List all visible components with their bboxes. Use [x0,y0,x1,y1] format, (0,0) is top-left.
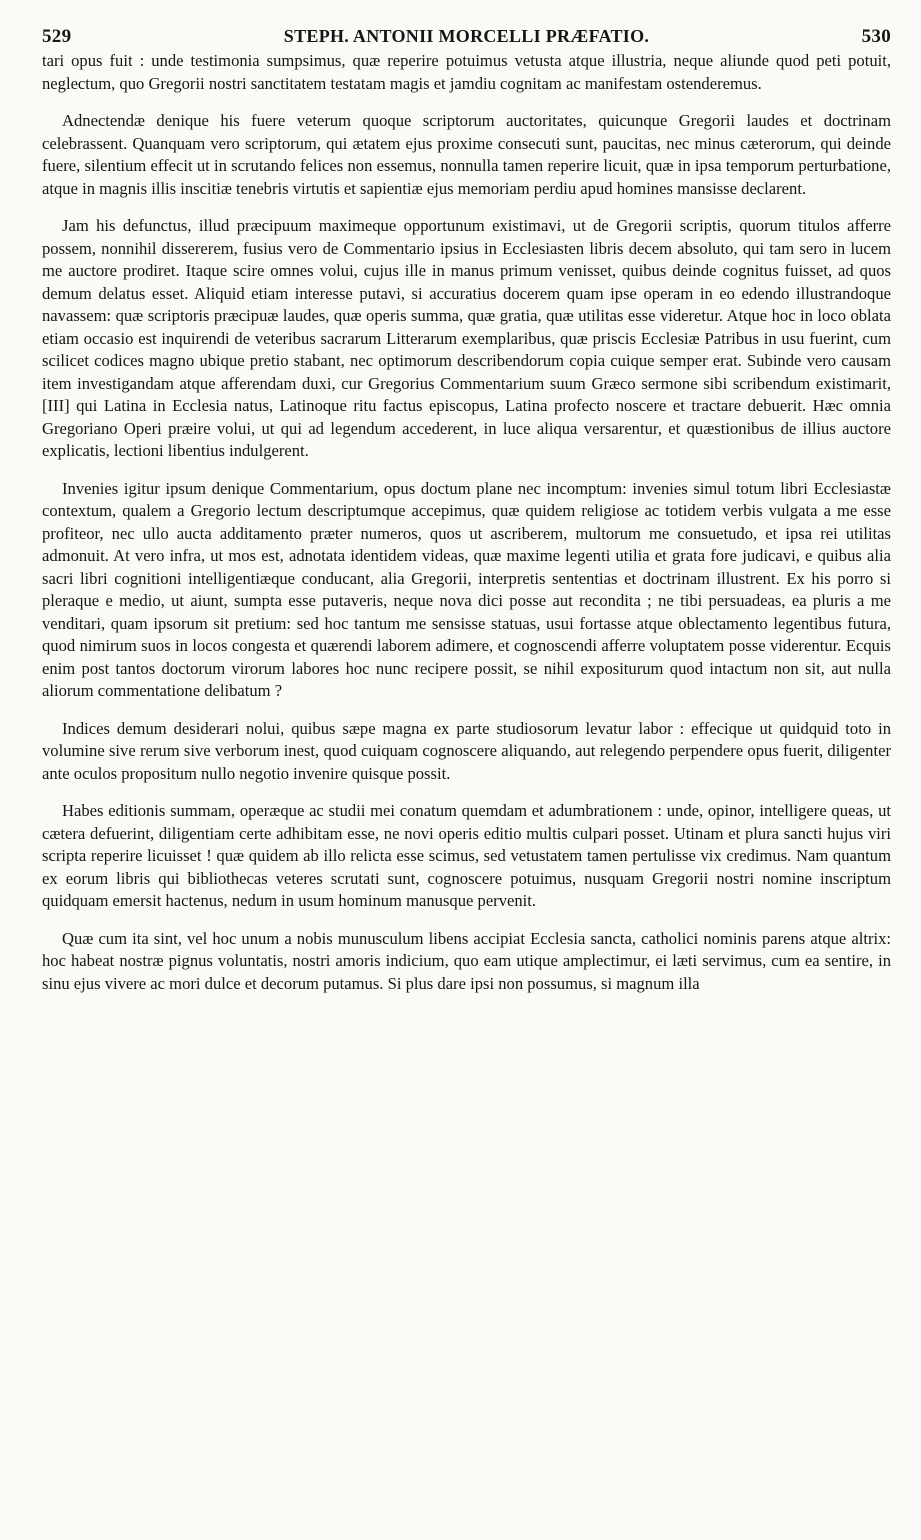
paragraph-4: Invenies igitur ipsum denique Commentarium, opus doctum plane nec incomptum: invenies simul totum libri Ecclesiastæ contextum, qualem a Gregorio lectum descriptumque accepimus, quæ quidem religiose ac totidem verbis vulgata a me esse profiteor, nec ullo aucta additamento præter numeros, quos ut ascriberem, multorum me consuetudo, et ipsa rei utilitas admonuit. At vero infra, ut mos est, adnotata identidem videas, quæ maxime legenti utilia et grata fore judicavi, e quibus alia sacri libri cognitioni intelligentiæque conducant, alia Gregorii, interpretis sententias et doctrinam illustrent. Ex his porro si pleraque e medio, ut aiunt, sumpta esse putaveris, neque nova dici posse aut recondita ; ne tibi persuadeas, ea pluris a me venditari, quam ipsorum sit pretium: sed hoc tantum me sensisse statuas, usui fortasse atque oblectamento legentibus futura, quod nimirum suos in locos congesta et quærendi laborem adimere, et cognoscendi afferre voluptatem posse viderentur. Ecquis enim post tantos doctorum virorum labores hoc nunc recipere possit, se nihil expositurum quod intactum non sit, aut nulla aliorum commentatione delibatum ? [42,478,891,700]
body-text [42,50,891,995]
left-page-number: 529 [42,26,72,47]
running-header [42,26,891,50]
paragraph-6: Habes editionis summam, operæque ac studii mei conatum quemdam et adumbrationem : unde, opinor, intelligere queas, ut cætera defuerint, diligentiam certe adhibitam esse, ne novi operis editio multis culpari posset. Utinam et plura sancti hujus viri scripta reperire licuisset ! quæ quidem ab illo relicta esse scimus, sed vetustatem tamen pertulisse vix credimus. Nam quantum ex eorum libris qui bibliothecas veteres scrutati sunt, cognoscere potuimus, nusquam Gregorii nostri nomine inscriptum quidquam emersit hactenus, nedum in usum hominum manusque pervenit. [42,801,891,910]
right-page-number: 530 [861,26,891,47]
paragraph-1: tari opus fuit : unde testimonia sumpsimus, quæ reperire potuimus vetusta atque illustria, neque aliunde quod peti potuit, neglectum, quo Gregorii nostri sanctitatem testatam magis et jamdiu cognitam ac manifestam ostenderemus. [42,51,891,93]
running-title: STEPH. ANTONII MORCELLI PRÆFATIO. [283,26,650,46]
paragraph-7: Quæ cum ita sint, vel hoc unum a nobis munusculum libens accipiat Ecclesia sancta, catholici nominis parens atque altrix: hoc habeat nostræ pignus voluntatis, nostri amoris indicium, quo eam utique amplectimur, ei læti servimus, cum ea sentire, in sinu ejus vivere ac mori dulce et decorum putamus. Si plus dare ipsi non possumus, si magnum illa [42,928,891,993]
paragraph-5: Indices demum desiderari nolui, quibus sæpe magna ex parte studiosorum levatur labor : effecique ut quidquid toto in volumine sive rerum sive verborum inest, quod cuiquam cognoscere aliquando, aut relegendo perpendere opus fuerit, diligenter ante oculos propositum nullo negotio invenire quisque possit. [42,718,891,783]
paragraph-2: Adnectendæ denique his fuere veterum quoque scriptorum auctoritates, quicunque Gregorii laudes et doctrinam celebrassent. Quanquam vero scriptorum, qui ætatem ejus proxime consecuti sunt, paucitas, nec minus cæterorum, qui deinde fuere, silentium effecit ut in scrutando felices non essemus, nonnulla tamen reperire licuit, quæ in ipsa temporum perturbatione, atque in magnis illis inscitiæ tenebris virtutis et sapientiæ ejus memoriam perdiu apud homines mansisse declarent. [42,111,891,198]
paragraph-3: Jam his defunctus, illud præcipuum maximeque opportunum existimavi, ut de Gregorii scriptis, quorum titulos afferre possem, nonnihil dissererem, fusius vero de Commentario ipsius in Ecclesiasten libris decem absoluto, qui tam sero in lucem me auctore prodiret. Itaque scire omnes volui, cujus ille in manus primum venisset, quibus deinde cognitus fuisset, ad quos demum delatus esset. Aliquid etiam interesse putavi, si accuratius docerem quam ipse operam in eo edendo illustrandoque navassem: quæ scriptoris præcipuæ laudes, quæ operis summa, quæ gratia, quæ utilitas esse videretur. Atque hoc in loco oblata etiam occasio est inquirendi de veteribus sacrarum Litterarum exemplaribus, quæ priscis Ecclesiæ Patribus in usu fuerint, cum scilicet codices magno ubique pretio stabant, nec optimorum describendorum copia cuique semper erat. Subinde vero causam item investigandam atque afferendam duxi, cur Gregorius Commentarium suum Græco sermone sibi scribendum existimarit, [III] qui Latina in Ecclesia natus, Latinoque ritu factus episcopus, Latina profecto noscere et tractare debuerit. Hæc omnia Gregoriano Operi præire volui, ut qui ad legendum accederent, in luce aliqua versarentur, et quæstionibus de illius auctore explicatis, lectioni libentius indulgerent. [42,216,891,460]
